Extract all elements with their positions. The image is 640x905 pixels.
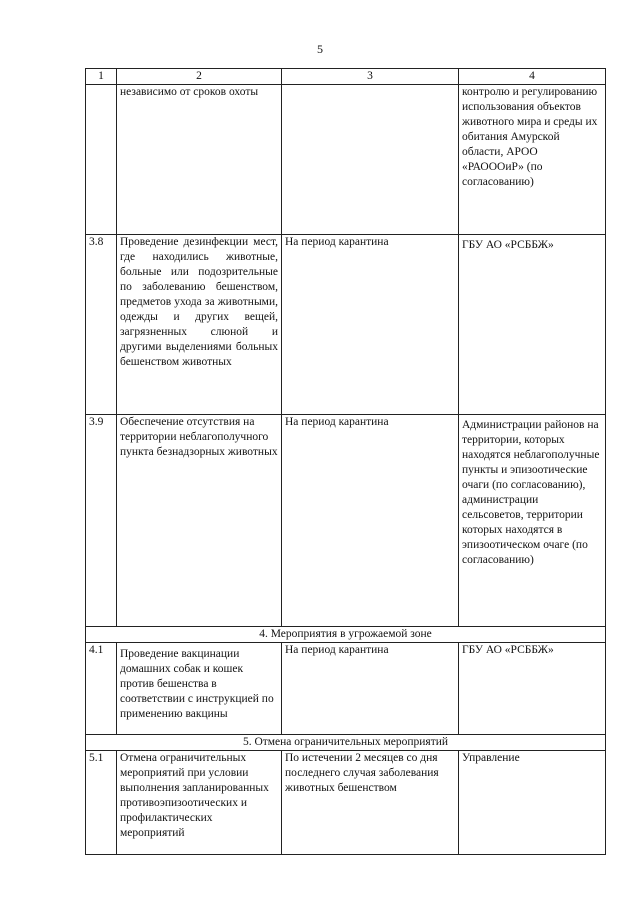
cell-num: 3.8	[86, 235, 117, 415]
header-col-1: 1	[86, 69, 117, 85]
cell-num: 5.1	[86, 751, 117, 855]
measures-table	[85, 68, 606, 855]
cell-action: Проведение дезинфекции мест, где находились животные, больные или подозрительные по заболеванию бешенством, предметов ухода за животными, одежды и других вещей, загрязненных слюной и другими выделениями больных бешенством животных	[117, 235, 282, 415]
cell-term: На период карантина	[282, 643, 459, 735]
section-5-title: 5. Отмена ограничительных мероприятий	[86, 735, 606, 751]
section-5-header-row	[86, 735, 606, 751]
cell-action: независимо от сроков охоты	[117, 85, 282, 235]
cell-responsible: ГБУ АО «РСББЖ»	[459, 643, 606, 735]
cell-responsible: контролю и регулированию использования объектов животного мира и среды их обитания Амурской области, АРОО «РАОООиР» (по согласованию)	[459, 85, 606, 235]
table-row-4-1	[86, 643, 606, 735]
cell-term: На период карантина	[282, 235, 459, 415]
cell-responsible: ГБУ АО «РСББЖ»	[459, 235, 606, 415]
cell-responsible: Администрации районов на территории, которых находятся неблагополучные пункты и эпизоотические очаги (по согласованию), администрации сельсоветов, территории которых находятся в эпизоотическом очаге (по согласованию)	[459, 415, 606, 627]
cell-num	[86, 85, 117, 235]
cell-num: 4.1	[86, 643, 117, 735]
cell-responsible: Управление	[459, 751, 606, 855]
cell-term: На период карантина	[282, 415, 459, 627]
cell-term	[282, 85, 459, 235]
table-row-5-1	[86, 751, 606, 855]
header-col-3: 3	[282, 69, 459, 85]
table-row-3-8	[86, 235, 606, 415]
table-row-3-9	[86, 415, 606, 627]
cell-action: Обеспечение отсутствия на территории неблагополучного пункта безнадзорных животных	[117, 415, 282, 627]
header-col-4: 4	[459, 69, 606, 85]
header-col-2: 2	[117, 69, 282, 85]
table-header-row	[86, 69, 606, 85]
section-4-header-row	[86, 627, 606, 643]
cell-action: Проведение вакцинации домашних собак и кошек против бешенства в соответствии с инструкцией по применению вакцины	[117, 643, 282, 735]
cell-num: 3.9	[86, 415, 117, 627]
page-number: 5	[317, 42, 323, 56]
cell-action: Отмена ограничительных мероприятий при условии выполнения запланированных противоэпизоотических и профилактических мероприятий	[117, 751, 282, 855]
section-4-title: 4. Мероприятия в угрожаемой зоне	[86, 627, 606, 643]
table-row-continuation	[86, 85, 606, 235]
cell-term: По истечении 2 месяцев со дня последнего случая заболевания животных бешенством	[282, 751, 459, 855]
